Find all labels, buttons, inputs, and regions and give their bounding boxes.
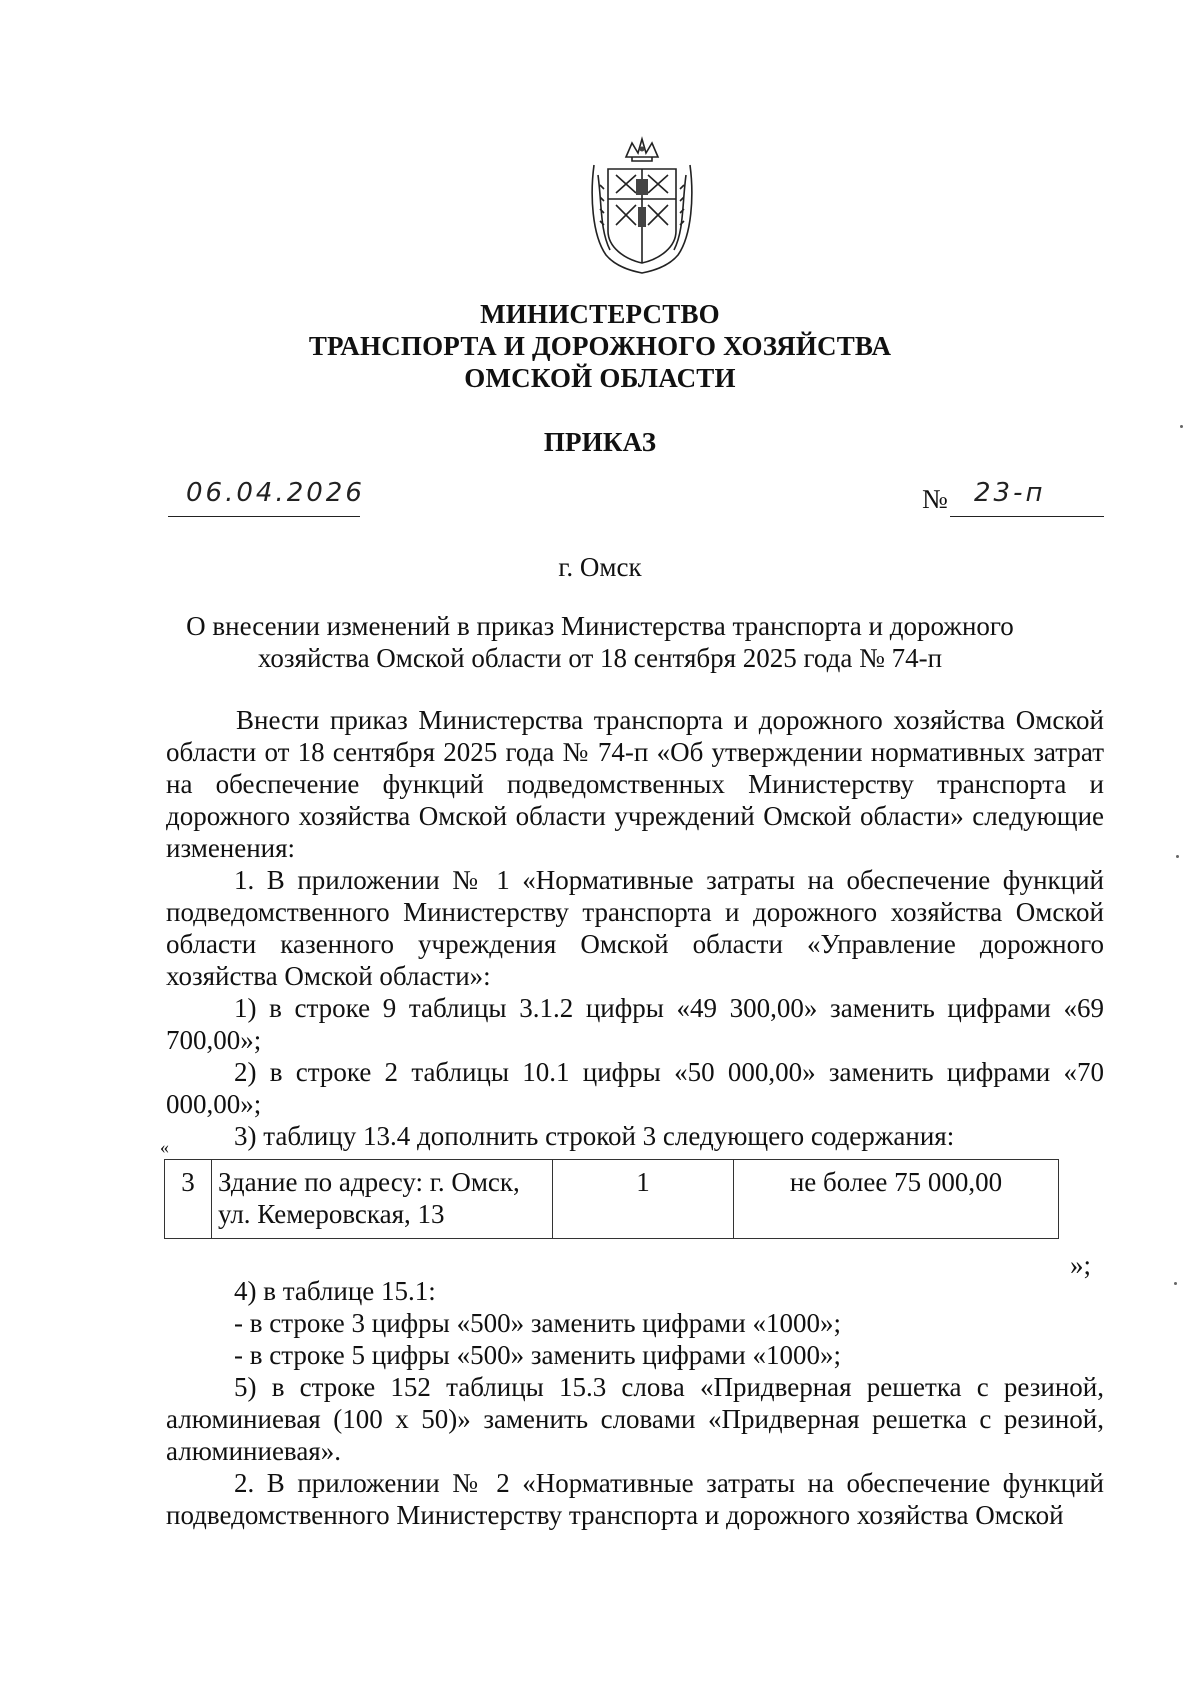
subitem-4b: - в строке 5 цифры «500» заменить цифрами «1000»;: [234, 1340, 841, 1370]
table-row: [165, 1160, 1059, 1239]
number-field: [950, 478, 1104, 517]
subitem-5: 5) в строке 152 таблицы 15.3 слова «Придверная решетка с резиной, алюминиевая (100 х 50)» заменить словами «Придверная решетка с резиной, алюминиевая».: [166, 1372, 1104, 1466]
table-cell-cost: [734, 1160, 1059, 1239]
subitem-4a: - в строке 3 цифры «500» заменить цифрами «1000»;: [234, 1308, 841, 1338]
table-cell-address: [212, 1160, 553, 1239]
scan-speck: [1176, 855, 1179, 858]
date-field: [168, 478, 365, 517]
subitem-3: 3) таблицу 13.4 дополнить строкой 3 следующего содержания:: [234, 1121, 955, 1151]
table-close-quote: »;: [1070, 1250, 1092, 1280]
handwritten-date: 06.04.2026: [186, 478, 365, 508]
item-2-paragraph: 2. В приложении № 2 «Нормативные затраты на обеспечение функций подведомственного Министерству транспорта и дорожного хозяйства Омской: [166, 1468, 1104, 1530]
quantity: 1: [636, 1167, 650, 1197]
ministry-title-line1: МИНИСТЕРСТВО: [480, 299, 720, 329]
subject-line2: хозяйства Омской области от 18 сентября 2025 года № 74-п: [257, 643, 943, 673]
ministry-title-line3: ОМСКОЙ ОБЛАСТИ: [464, 363, 736, 393]
number-sign: №: [922, 484, 948, 514]
table-cell-num: [165, 1160, 212, 1239]
subject-line1: О внесении изменений в приказ Министерства транспорта и дорожного: [186, 611, 1014, 641]
scan-speck: [1174, 1282, 1177, 1285]
ministry-title-line2: ТРАНСПОРТА И ДОРОЖНОГО ХОЗЯЙСТВА: [308, 331, 892, 361]
city: г. Омск: [558, 552, 642, 582]
body-section-1: [166, 704, 1104, 1152]
subitem-1: 1) в строке 9 таблицы 3.1.2 цифры «49 300,00» заменить цифрами «69 700,00»;: [166, 993, 1104, 1055]
scan-speck: [1180, 425, 1183, 428]
body-section-2: [166, 1275, 1104, 1531]
handwritten-number: 23-п: [974, 478, 1046, 508]
subitem-4: 4) в таблице 15.1:: [234, 1276, 436, 1306]
address-line2: ул. Кемеровская, 13: [218, 1199, 445, 1229]
coat-of-arms-emblem: [586, 135, 698, 275]
table-open-quote: «: [160, 1137, 169, 1157]
table-cell-qty: [553, 1160, 734, 1239]
cost: не более 75 000,00: [789, 1167, 1003, 1197]
subject-title: [0, 610, 1200, 674]
inserted-table-row: [164, 1159, 1059, 1239]
item-1-paragraph: 1. В приложении № 1 «Нормативные затраты на обеспечение функций подведомственного Министерству транспорта и дорожного хозяйства Омской области казенного учреждения Омской области «Управление дорожного хозяйства Омской области»:: [166, 865, 1104, 991]
intro-paragraph: Внести приказ Министерства транспорта и дорожного хозяйства Омской области от 18 сентября 2025 года № 74-п «Об утверждении нормативных затрат на обеспечение функций подведомственных Министерству транспорта и дорожного хозяйства Омской области учреждений Омской области» следующие изменения:: [166, 705, 1104, 863]
address-line1: Здание по адресу: г. Омск,: [218, 1167, 520, 1197]
subitem-2: 2) в строке 2 таблицы 10.1 цифры «50 000,00» заменить цифрами «70 000,00»;: [166, 1057, 1104, 1119]
document-type-heading: ПРИКАЗ: [543, 427, 657, 457]
row-number: 3: [181, 1167, 195, 1197]
